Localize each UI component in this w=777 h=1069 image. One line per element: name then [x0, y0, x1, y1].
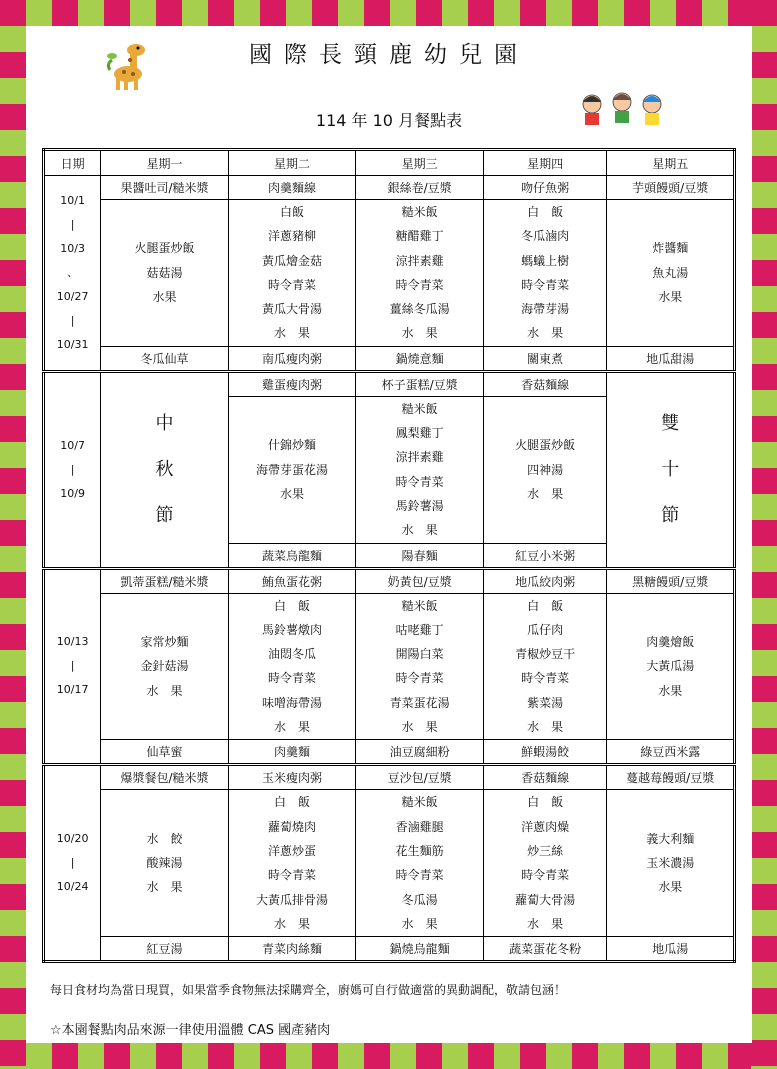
lunch-item: 冬瓜湯 [401, 892, 438, 907]
lunch-cell [356, 593, 484, 740]
pm-snack: 紅豆小米粥 [483, 543, 607, 568]
date-text: 10/13 [56, 635, 89, 649]
date-text: | [70, 659, 75, 673]
lunch-cell [356, 790, 484, 937]
holiday-char: 節 [155, 504, 174, 526]
lunch-item: 時令青菜 [268, 671, 317, 686]
lunch-item: 時令青菜 [521, 277, 570, 292]
holiday-char: 十 [661, 458, 680, 480]
holiday-cell [607, 371, 735, 568]
lunch-item: 水 果 [527, 916, 564, 931]
lunch-item: 黃瓜燴金菇 [262, 253, 323, 268]
school-name: 國際長頸鹿幼兒園 [249, 42, 529, 68]
lunch-item: 涼拌素雞 [395, 450, 444, 465]
lunch-item: 水果 [658, 290, 683, 305]
pm-snack: 南瓜瘦肉粥 [228, 346, 356, 371]
date-text: 、 [67, 265, 79, 279]
lunch-item: 時令青菜 [395, 277, 444, 292]
lunch-cell [483, 593, 607, 740]
lunch-item: 時令青菜 [268, 277, 317, 292]
lunch-item: 紫菜湯 [527, 695, 564, 710]
am-snack: 銀絲卷/豆漿 [356, 176, 484, 200]
lunch-item: 水 果 [527, 326, 564, 341]
date-text: | [70, 313, 75, 327]
lunch-item: 菇菇湯 [146, 265, 183, 280]
lunch-item: 海帶芽湯 [521, 302, 570, 317]
am-snack: 地瓜絞肉粥 [483, 568, 607, 593]
lunch-item: 糖醋雞丁 [395, 229, 444, 244]
date-text: | [70, 462, 75, 476]
pm-snack: 肉羹麵 [228, 740, 356, 765]
footer-note: 每日食材均為當日現買，如果當季食物無法採購齊全，廚媽可自行做適當的異動調配，敬請包涵！ [50, 983, 567, 997]
lunch-cell [483, 200, 607, 347]
col-fri: 星期五 [607, 150, 735, 176]
date-text: 10/9 [60, 486, 85, 500]
am-snack: 黑糖饅頭/豆漿 [607, 568, 735, 593]
lunch-item: 白 飯 [527, 795, 564, 810]
lunch-item: 蘿蔔大骨湯 [515, 892, 576, 907]
lunch-item: 四神湯 [527, 462, 564, 477]
am-snack: 蔓越莓饅頭/豆漿 [607, 765, 735, 790]
lunch-item: 水 果 [527, 486, 564, 501]
am-snack: 爆漿餐包/糙米漿 [101, 765, 229, 790]
pm-snack: 關東煮 [483, 346, 607, 371]
lunch-item: 水 果 [146, 880, 183, 895]
pm-snack: 鮮蝦湯餃 [483, 740, 607, 765]
lunch-item: 糙米飯 [401, 795, 438, 810]
date-text: 10/27 [56, 289, 89, 303]
menu-sheet [26, 26, 752, 1043]
am-snack-row [44, 176, 735, 200]
date-text: 10/20 [56, 832, 89, 846]
pm-snack: 陽春麵 [356, 543, 484, 568]
lunch-cell [228, 396, 356, 543]
date-text: 10/31 [56, 337, 89, 351]
lunch-item: 炒三絲 [527, 843, 564, 858]
pm-snack: 地瓜湯 [607, 937, 735, 962]
lunch-item: 玉米濃湯 [646, 856, 695, 871]
lunch-item: 海帶芽蛋花湯 [256, 462, 329, 477]
lunch-cell [101, 790, 229, 937]
lunch-item: 水 果 [527, 720, 564, 735]
lunch-item: 螞蟻上樹 [521, 253, 570, 268]
lunch-item: 洋蔥肉燥 [521, 819, 570, 834]
lunch-item: 味噌海帶湯 [262, 695, 323, 710]
date-text: 10/1 [60, 193, 85, 207]
lunch-item: 時令青菜 [521, 671, 570, 686]
lunch-item: 咕咾雞丁 [395, 622, 444, 637]
lunch-cell [356, 396, 484, 543]
holiday-char: 秋 [155, 458, 174, 480]
pm-snack: 鍋燒意麵 [356, 346, 484, 371]
lunch-cell [607, 790, 735, 937]
holiday-char: 雙 [661, 412, 680, 434]
lunch-item: 火腿蛋炒飯 [515, 438, 576, 453]
lunch-row [44, 200, 735, 347]
lunch-cell [607, 593, 735, 740]
am-snack: 香菇麵線 [483, 371, 607, 396]
lunch-item: 金針菇湯 [140, 659, 189, 674]
lunch-item: 黃瓜大骨湯 [262, 302, 323, 317]
am-snack: 果醬吐司/糙米漿 [101, 176, 229, 200]
lunch-item: 水果 [152, 290, 177, 305]
lunch-item: 義大利麵 [646, 831, 695, 846]
lunch-item: 瓜仔肉 [527, 622, 564, 637]
lunch-item: 水 果 [401, 523, 438, 538]
lunch-item: 火腿蛋炒飯 [134, 241, 195, 256]
lunch-item: 水果 [280, 486, 305, 501]
pm-snack: 青菜肉絲麵 [228, 937, 356, 962]
date-text: | [70, 856, 75, 870]
pm-snack: 油豆腐細粉 [356, 740, 484, 765]
am-snack: 雞蛋瘦肉粥 [228, 371, 356, 396]
lunch-row [44, 790, 735, 937]
lunch-item: 花生麵筋 [395, 843, 444, 858]
pm-snack: 蔬菜烏龍麵 [228, 543, 356, 568]
holiday-char: 節 [661, 504, 680, 526]
lunch-item: 洋蔥炒蛋 [268, 843, 317, 858]
lunch-item: 蘿蔔燒肉 [268, 819, 317, 834]
lunch-item: 酸辣湯 [146, 856, 183, 871]
lunch-item: 涼拌素雞 [395, 253, 444, 268]
lunch-item: 炸醬麵 [652, 241, 689, 256]
lunch-item: 家常炒麵 [140, 635, 189, 649]
date-text: 10/3 [60, 241, 85, 255]
date-range [44, 176, 101, 372]
lunch-item: 油悶冬瓜 [268, 647, 317, 662]
lunch-item: 香滷雞腿 [395, 819, 444, 834]
date-range [44, 371, 101, 568]
holiday-cell [101, 371, 229, 568]
am-snack: 玉米瘦肉粥 [228, 765, 356, 790]
lunch-item: 白 飯 [274, 598, 311, 613]
am-snack-row [44, 765, 735, 790]
date-text: 10/7 [60, 438, 85, 452]
date-range [44, 765, 101, 962]
lunch-item: 白 飯 [527, 598, 564, 613]
holiday-char: 中 [155, 412, 174, 434]
am-snack: 肉羹麵線 [228, 176, 356, 200]
lunch-cell [356, 200, 484, 347]
pm-snack: 蔬菜蛋花冬粉 [483, 937, 607, 962]
pork-source-note: ☆本園餐點肉品來源一律使用溫體 CAS 國產豬肉 [50, 1023, 331, 1038]
col-tue: 星期二 [228, 150, 356, 176]
am-snack: 芋頭饅頭/豆漿 [607, 176, 735, 200]
pm-snack-row [44, 740, 735, 765]
lunch-item: 白飯 [280, 205, 305, 219]
lunch-item: 水果 [658, 880, 683, 895]
am-snack-row [44, 371, 735, 396]
lunch-item: 水果 [658, 683, 683, 698]
lunch-cell [607, 200, 735, 347]
lunch-item: 肉羹燴飯 [646, 635, 695, 649]
lunch-item: 魚丸湯 [652, 265, 689, 280]
lunch-item: 開陽白菜 [395, 647, 444, 662]
lunch-item: 時令青菜 [395, 671, 444, 686]
am-snack-row [44, 568, 735, 593]
lunch-cell [483, 396, 607, 543]
date-range [44, 568, 101, 765]
lunch-cell [228, 790, 356, 937]
meal-table [42, 148, 736, 963]
lunch-item: 時令青菜 [395, 474, 444, 489]
lunch-item: 鳳梨雞丁 [395, 426, 444, 441]
lunch-item: 水 餃 [146, 831, 183, 846]
am-snack: 奶黃包/豆漿 [356, 568, 484, 593]
pm-snack: 仙草蜜 [101, 740, 229, 765]
pm-snack: 紅豆湯 [101, 937, 229, 962]
lunch-cell [101, 593, 229, 740]
lunch-item: 水 果 [274, 916, 311, 931]
lunch-item: 時令青菜 [395, 868, 444, 883]
lunch-item: 水 果 [274, 720, 311, 735]
header-row [44, 150, 735, 176]
col-date: 日期 [44, 150, 101, 176]
pm-snack: 地瓜甜湯 [607, 346, 735, 371]
col-wed: 星期三 [356, 150, 484, 176]
lunch-item: 薑絲冬瓜湯 [389, 302, 450, 317]
am-snack: 吻仔魚粥 [483, 176, 607, 200]
lunch-item: 水 果 [401, 916, 438, 931]
am-snack: 香菇麵線 [483, 765, 607, 790]
date-text: | [70, 217, 75, 231]
pm-snack-row [44, 346, 735, 371]
pm-snack: 綠豆西米露 [607, 740, 735, 765]
date-text: 10/17 [56, 683, 89, 697]
lunch-item: 時令青菜 [521, 868, 570, 883]
lunch-cell [483, 790, 607, 937]
lunch-item: 冬瓜滷肉 [521, 229, 570, 244]
lunch-item: 糙米飯 [401, 598, 438, 613]
am-snack: 凱蒂蛋糕/糙米漿 [101, 568, 229, 593]
lunch-item: 糙米飯 [401, 205, 438, 219]
lunch-item: 白 飯 [527, 205, 564, 219]
lunch-item: 馬鈴薯燉肉 [262, 622, 323, 637]
lunch-row [44, 593, 735, 740]
lunch-item: 洋蔥豬柳 [268, 229, 317, 244]
lunch-item: 時令青菜 [268, 868, 317, 883]
pm-snack-row [44, 937, 735, 962]
lunch-item: 水 果 [401, 720, 438, 735]
lunch-item: 糙米飯 [401, 401, 438, 416]
am-snack: 鮪魚蛋花粥 [228, 568, 356, 593]
pm-snack: 冬瓜仙草 [101, 346, 229, 371]
pm-snack: 鍋燒烏龍麵 [356, 937, 484, 962]
lunch-item: 大黃瓜排骨湯 [256, 892, 329, 907]
menu-title: 114 年 10 月餐點表 [315, 111, 463, 130]
lunch-item: 青椒炒豆干 [515, 647, 576, 662]
col-mon: 星期一 [101, 150, 229, 176]
am-snack: 豆沙包/豆漿 [356, 765, 484, 790]
am-snack: 杯子蛋糕/豆漿 [356, 371, 484, 396]
lunch-item: 大黃瓜湯 [646, 659, 695, 674]
lunch-item: 水 果 [146, 683, 183, 698]
date-text: 10/24 [56, 880, 89, 894]
lunch-item: 水 果 [401, 326, 438, 341]
lunch-item: 什錦炒麵 [268, 438, 317, 453]
lunch-cell [228, 200, 356, 347]
lunch-item: 水 果 [274, 326, 311, 341]
lunch-item: 白 飯 [274, 795, 311, 810]
col-thu: 星期四 [483, 150, 607, 176]
lunch-item: 馬鈴薯湯 [395, 498, 444, 513]
lunch-cell [228, 593, 356, 740]
lunch-item: 青菜蛋花湯 [389, 695, 450, 710]
lunch-cell [101, 200, 229, 347]
